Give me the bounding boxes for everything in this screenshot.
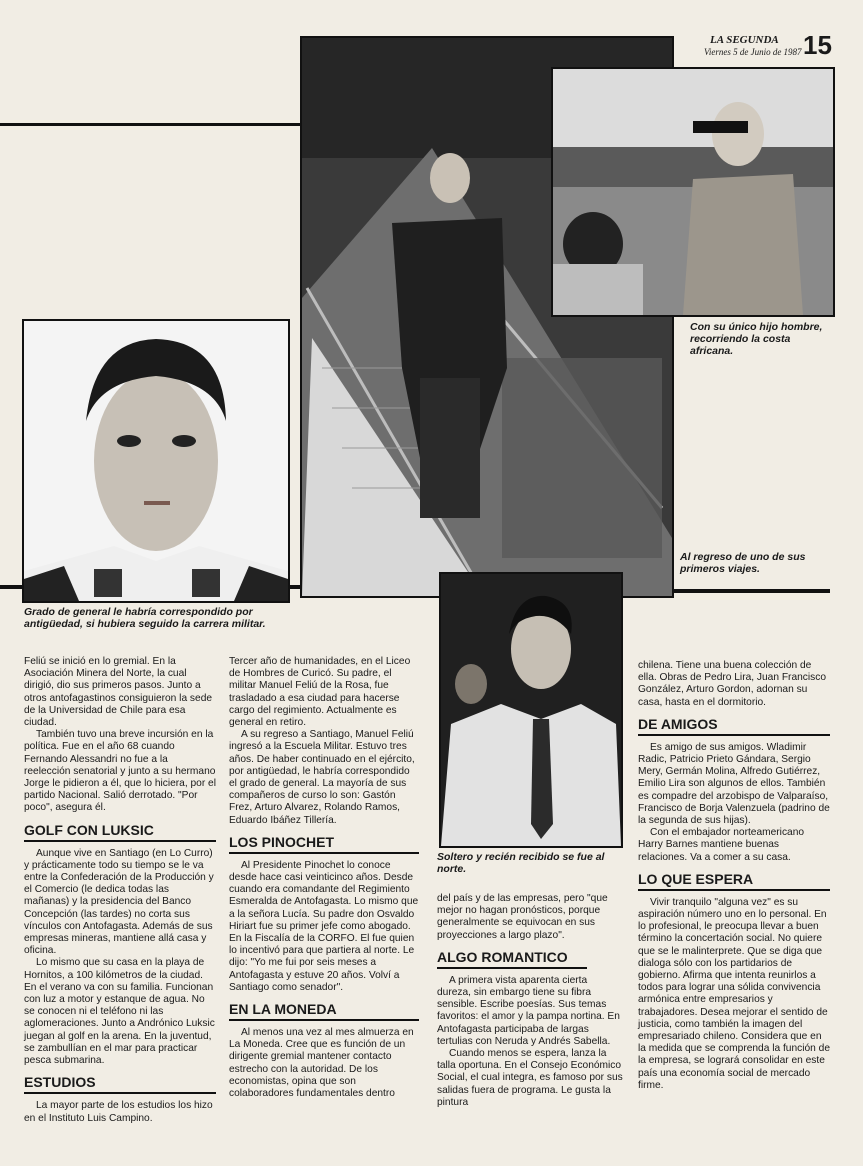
son-photo	[551, 67, 835, 317]
paragraph: A primera vista aparenta cierta dureza, sin embargo tiene su fibra sensible. Escribe poesías. Sus temas favoritos: el amor y la pampa nortina. En Antofagasta participaba de largas tertulias con Neruda y Andrés Sabella.	[437, 974, 620, 1047]
newspaper-name: LA SEGUNDA	[710, 34, 779, 46]
paragraph: También tuvo una breve incursión en la política. Fue en el año 68 cuando Fernando Alessandri no fue a la reelección senatorial y junto a su hermano Jorge le pidieron a él, que lo hiciera, por el partido Nacional. Salió derrotado. "Por poco", asegura él.	[24, 729, 216, 814]
paragraph: Tercer año de humanidades, en el Liceo de Hombres de Curicó. Su padre, el militar Manuel Feliú de la Rosa, fue trasladado a esa ciudad para hacerse cargo del regimiento. Actualmente es general en retiro.	[229, 656, 411, 729]
caption-son: Con su único hijo hombre, recorriendo la costa africana.	[690, 321, 823, 357]
caption-young: Soltero y recién recibido se fue al norte.	[437, 851, 605, 875]
section-heading: GOLF CON LUKSIC	[24, 823, 216, 842]
issue-date: Viernes 5 de Junio de 1987	[704, 47, 802, 57]
paragraph: Al menos una vez al mes almuerza en La Moneda. Cree que es función de un dirigente gremial mantener contacto estrecho con la autoridad. De los economistas, opina que son colaboradores fundamentales dentro	[229, 1027, 414, 1100]
column-1	[24, 656, 216, 1125]
section-heading: ALGO ROMANTICO	[437, 950, 587, 969]
paragraph: La mayor parte de los estudios los hizo en el Instituto Luis Campino.	[24, 1100, 213, 1124]
column-3	[437, 893, 623, 1109]
section-heading: LOS PINOCHET	[229, 835, 419, 854]
page-number: 15	[803, 30, 832, 60]
mid-rule-right	[670, 589, 830, 593]
paragraph: chilena. Tiene una buena colección de ella. Obras de Pedro Lira, Juan Francisco González, Arturo Gordon, adornan su casa, hasta en el dormitorio.	[638, 660, 826, 708]
paragraph: Aunque vive en Santiago (en Lo Curro) y prácticamente todo su tiempo se le va entre la Confederación de la Producción y el Comercio (le dedica todas las mañanas) y la presidencia del Banco Concepción (las tardes) no corta sus vínculos con Antofagasta. Además de sus empresas mineras, mantiene allá casa y oficina.	[24, 847, 214, 957]
paragraph: A su regreso a Santiago, Manuel Feliú ingresó a la Escuela Militar. Estuvo tres años. De haber continuado en el ejército, por antigüedad, le habría correspondido el grado de general. La mayoría de sus compañeros de curso lo son: Gastón Frez, Arturo Alvarez, Rolando Ramos, Eduardo Ibáñez Tillería.	[229, 729, 415, 826]
paragraph: del país y de las empresas, pero "que mejor no hagan pronósticos, porque generalmente se equivocan en sus proyecciones a largo plazo".	[437, 893, 608, 941]
paragraph: Feliú se inició en lo gremial. En la Asociación Minera del Norte, la cual dirigió, dio sus primeros pasos. Junto a otros antofagastinos consiguieron la sede de la Universidad de Chile para esa ciudad.	[24, 656, 213, 729]
section-heading: LO QUE ESPERA	[638, 872, 830, 891]
section-heading: EN LA MONEDA	[229, 1002, 419, 1021]
paragraph: Lo mismo que su casa en la playa de Hornitos, a 100 kilómetros de la ciudad. En el verano va con su familia. Funcionan con luz a motor y estanque de agua. No se conocen ni el teléfono ni las aglomeraciones. Junto a Andrónico Luksic juegan al golf en la arena. En la juventud, se zambullían en el mar para practicar pesca submarina.	[24, 957, 215, 1067]
paragraph: Con el embajador norteamericano Harry Barnes mantiene buenas relaciones. Va a comer a su casa.	[638, 827, 805, 863]
paragraph: Cuando menos se espera, lanza la talla oportuna. En el Consejo Económico Social, el cual integra, es famoso por sus salidas fuera de programa. Le gusta la pintura	[437, 1048, 623, 1108]
section-heading: ESTUDIOS	[24, 1075, 216, 1094]
young-man-photo	[439, 572, 623, 848]
column-4	[638, 660, 830, 1092]
caption-return: Al regreso de uno de sus primeros viajes.	[680, 551, 806, 575]
section-heading: DE AMIGOS	[638, 717, 830, 736]
paragraph: Vivir tranquilo "alguna vez" es su aspiración número uno en lo personal. En lo profesional, le preocupa llevar a buen término la concertación social. No quiere que se le malinterprete. Que se diga que dialoga sólo con los partidarios de gobierno. Afirma que intenta reunirlos a todos para lograr una sólida convivencia armónica entre empresarios y trabajadores. Desea mejorar el sentido de justicia, como también la imagen del empresariado chileno. Considera que en la medida que se comprenda la función de la empresa, se logrará consolidar en este país una economía social de mercado firme.	[638, 896, 830, 1091]
caption-general: Grado de general le habría correspondido por antigüedad, si hubiera seguido la carrera militar.	[24, 606, 266, 630]
military-portrait-photo	[22, 319, 290, 603]
paragraph: Al Presidente Pinochet lo conoce desde hace casi veinticinco años. Desde cuando era comandante del Regimiento Esmeralda de Antofagasta. Lo mismo que a la señora Lucía. Su padre don Osvaldo Hiriart fue su primer jefe como abogado. En la Fiscalía de la CORFO. El fue quien lo incentivó para que partiera al norte. Le dijo: "Yo me fui por seis meses a Antofagasta y estuve 20 años. Volví a Santiago como senador".	[229, 859, 419, 993]
paragraph: Es amigo de sus amigos. Wladimir Radic, Patricio Prieto Gándara, Sergio Mery, Germán Molina, Alfredo Gutiérrez, Emilio Lira son algunos de ellos. También es compadre del arzobispo de Valparaíso, Francisco de Borja Valenzuela (padrino de la segunda de sus hijas).	[638, 741, 830, 827]
top-rule	[0, 123, 300, 126]
column-2	[229, 656, 419, 1100]
